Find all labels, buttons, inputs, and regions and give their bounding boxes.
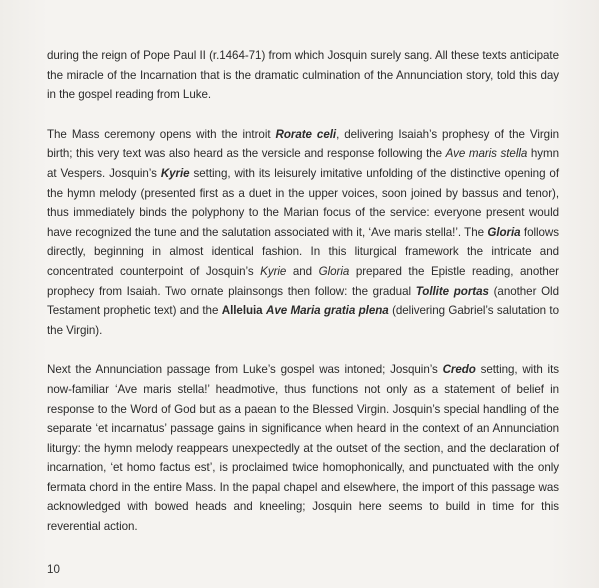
bold-italic-title: Gloria — [487, 225, 521, 239]
italic-title: Kyrie — [260, 264, 287, 278]
text-run: during the reign of Pope Paul II (r.1464-71) from which Josquin surely sang. All these texts anticipate the miracle of the Incarnation that is the dramatic culmination of the Annunciation story, told this day in the gospel reading from Luke. — [47, 49, 559, 102]
bold-italic-title: Tollite portas — [415, 284, 489, 298]
bold-term: Alleluia — [221, 304, 266, 318]
paragraph — [47, 125, 559, 341]
paragraph — [47, 46, 559, 105]
bold-italic-title: Credo — [442, 363, 476, 377]
text-run: setting, with its leisurely imitative unfolding of the distinctive opening of the hymn melody (presented first as a duet in the upper voices, soon joined by bassus and tenor), thus immediately binds the polyphony to the Marian focus of the service: everyone present would have recognized the tune and the salutation associated with it, ‘Ave maris stella!’. The — [47, 166, 559, 239]
text-run: , delivering Isaiah’s prophesy of the Virgin birth; this very text was also heard as the versicle and response following the — [47, 127, 559, 161]
text-run: setting, with its now-familiar ‘Ave maris stella!’ headmotive, thus functions not only as a statement of belief in response to the Word of God but as a paean to the Blessed Virgin. Josquin’s special handling of the separate ‘et incarnatus’ passage gains in significance when heard in the context of an Annunciation liturgy: the hymn melody reappears unexpectedly at the outset of the section, and the declaration of incarnation, ‘et homo factus est’, is proclaimed twice homophonically, and punctuated with the only fermata chord in the entire Mass. In the papal chapel and elsewhere, the import of this passage was acknowledged with bowed heads and kneeling; Josquin here seems to build in time for this reverential action. — [47, 363, 559, 534]
text-run: hymn at Vespers. Josquin’s — [47, 147, 559, 180]
text-run: and — [286, 264, 319, 278]
italic-title: Ave maris stella — [445, 147, 528, 161]
text-run: (delivering Gabriel’s salutation to the Virgin). — [47, 304, 559, 337]
text-run: (another Old Testament prophetic text) and the — [47, 284, 559, 318]
italic-title: Gloria — [318, 264, 350, 278]
text-run: Next the Annunciation passage from Luke’s gospel was intoned; Josquin’s — [47, 363, 443, 377]
bold-italic-title: Rorate celi — [275, 127, 337, 141]
text-run: The Mass ceremony opens with the introit — [47, 127, 276, 141]
body-text — [47, 46, 559, 537]
text-run: prepared the Epistle reading, another prophecy from Isaiah. Two ornate plainsongs then follow: the gradual — [47, 264, 559, 298]
text-run: follows directly, beginning in almost identical fashion. In this liturgical framework the intricate and concentrated counterpoint of Josquin’s — [47, 225, 559, 278]
page-number: 10 — [47, 563, 60, 576]
bold-italic-title: Ave Maria gratia plena — [266, 304, 389, 318]
paragraph — [47, 360, 559, 536]
bold-italic-title: Kyrie — [160, 166, 190, 180]
